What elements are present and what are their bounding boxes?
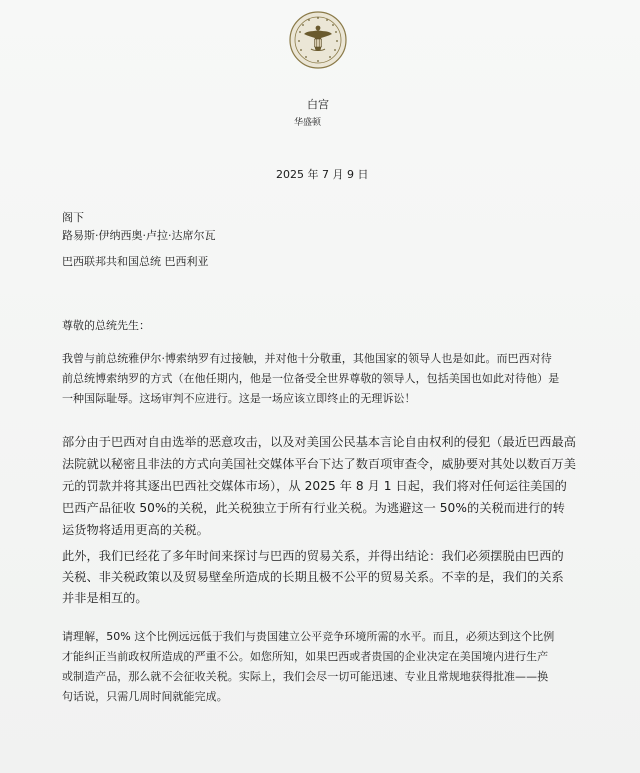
body-paragraph-3: 此外，我们已经花了多年时间来探讨与巴西的贸易关系，并得出结论：我们必须摆脱由巴西的关税、非关税政策以及贸易壁垒所造成的长期且极不公平的贸易关系。不幸的是，我们的关系并非是相互的。	[62, 549, 564, 605]
letterhead-city: 华盛顿	[294, 118, 322, 128]
body-paragraph-4: 请理解，50% 这个比例远远低于我们与贵国建立公平竞争环境所需的水平。而且，必须达到这个比例才能纠正当前政权所造成的严重不公。如您所知，如果巴西或者贵国的企业决定在美国境内进行生产或制造产品，那么就不会征收关税。实际上，我们会尽一切可能迅速、专业且常规地获得批准——换句话说，只需几周时间就能完成。	[62, 630, 555, 703]
presidential-seal-icon	[288, 10, 348, 70]
letter-date: 2025 年 7 月 9 日	[276, 168, 369, 181]
letter-greeting: 尊敬的总统先生：	[62, 319, 150, 332]
recipient-name: 路易斯·伊纳西奥·卢拉·达席尔瓦	[62, 229, 216, 242]
recipient-title: 巴西联邦共和国总统 巴西利亚	[62, 255, 209, 268]
address-salutation: 阁下	[62, 211, 84, 224]
body-paragraph-2: 部分由于巴西对自由选举的恶意攻击，以及对美国公民基本言论自由权利的侵犯（最近巴西最高法院就以秘密且非法的方式向美国社交媒体平台下达了数百项审查令，威胁要对其处以数百万美元的罚款并将其逐出巴西社交媒体市场），从 2025 年 8 月 1 日起，我们将对任何运往美国的巴西产品征收 50%的关税，此关税独立于所有行业关税。为逃避这一 50%的关税而进行的转运货物将适用更高的关税。	[62, 435, 576, 537]
letterhead-organization: 白宫	[307, 98, 329, 111]
body-paragraph-1: 我曾与前总统雅伊尔·博索纳罗有过接触，并对他十分敬重，其他国家的领导人也是如此。而巴西对待前总统博索纳罗的方式（在他任期内，他是一位备受全世界尊敬的领导人，包括美国也如此对待他）是一种国际耻辱。这场审判不应进行。这是一场应该立即终止的无理诉讼！	[62, 352, 560, 405]
